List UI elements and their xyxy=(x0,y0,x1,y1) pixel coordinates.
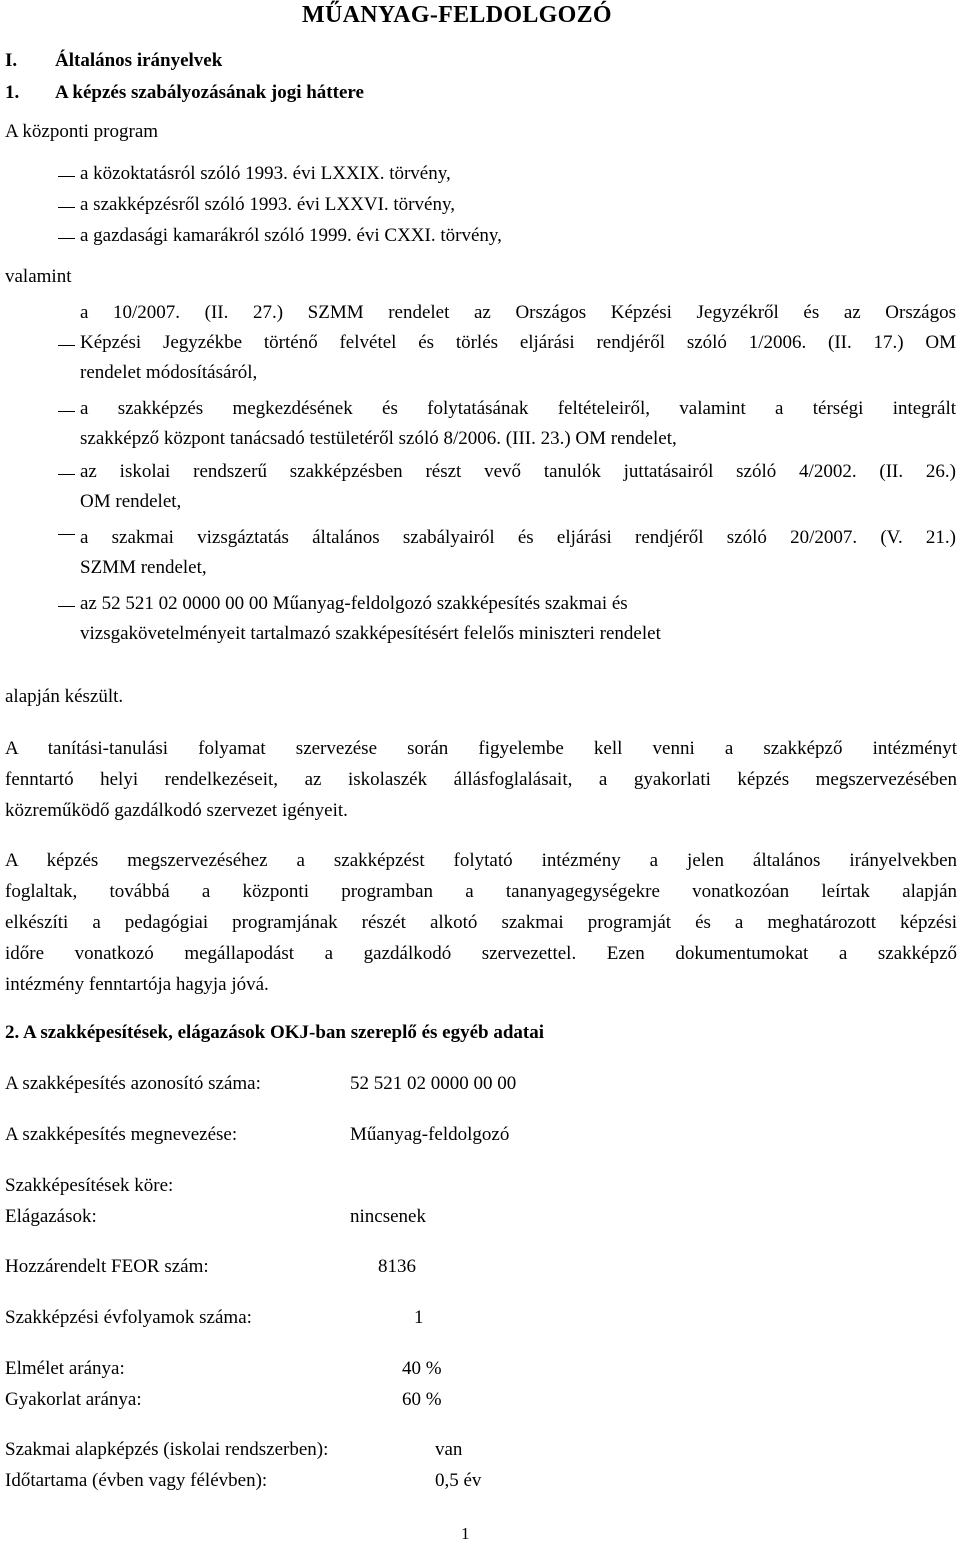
duration-label: Időtartama (évben vagy félévben): xyxy=(5,1470,268,1491)
practice-label: Gyakorlat aránya: xyxy=(5,1389,142,1410)
regulation-line: SZMM rendelet, xyxy=(80,557,207,578)
regulation-line: az 52 521 02 0000 00 00 Műanyag-feldolgozó szakképesítés szakmai és xyxy=(80,593,628,614)
paragraph xyxy=(5,733,957,826)
duration-value: 0,5 év xyxy=(435,1470,482,1491)
intro-text: A központi program xyxy=(5,121,159,142)
dash-bullet xyxy=(58,606,75,607)
page-title: MŰANYAG-FELDOLGOZÓ xyxy=(302,2,612,28)
practice-value: 60 % xyxy=(402,1389,442,1410)
regulation-line: a szakmai vizsgáztatás általános szabályairól és eljárási rendjéről szóló 20/2007. (V. 21.) xyxy=(80,527,956,548)
dash-bullet xyxy=(58,474,75,475)
law-item: a gazdasági kamarákról szóló 1999. évi CXXI. törvény, xyxy=(80,225,502,246)
dash-bullet xyxy=(58,207,75,208)
dash-bullet xyxy=(58,534,75,535)
basic-training-label: Szakmai alapképzés (iskolai rendszerben): xyxy=(5,1439,329,1460)
basic-training-value: van xyxy=(435,1439,463,1460)
paragraph xyxy=(5,845,957,1000)
name-label: A szakképesítés megnevezése: xyxy=(5,1124,238,1145)
law-item: a közoktatásról szóló 1993. évi LXXIX. törvény, xyxy=(80,163,451,184)
subsection-number: 1. xyxy=(5,82,20,103)
law-item: a szakképzésről szóló 1993. évi LXXVI. törvény, xyxy=(80,194,455,215)
dash-bullet xyxy=(58,345,75,346)
branches-value: nincsenek xyxy=(350,1206,426,1227)
paragraph-line: fenntartó helyi rendelkezéseit, az iskolaszék állásfoglalásait, a gyakorlati képzés megszervezésében xyxy=(5,769,957,790)
years-label: Szakképzési évfolyamok száma: xyxy=(5,1307,252,1328)
regulation-line: rendelet módosításáról, xyxy=(80,362,258,383)
name-value: Műanyag-feldolgozó xyxy=(350,1124,510,1145)
regulation-line: vizsgakövetelményeit tartalmazó szakképesítésért felelős miniszteri rendelet xyxy=(80,623,661,644)
valamint-text: valamint xyxy=(5,266,72,287)
scope-label: Szakképesítések köre: xyxy=(5,1175,174,1196)
dash-bullet xyxy=(58,238,75,239)
paragraph-line: időre vonatkozó megállapodást a gazdálkodó szervezettel. Ezen dokumentumokat a szakképző xyxy=(5,943,957,964)
paragraph-line: foglaltak, továbbá a központi programban a tananyagegységekre vonatkozóan leírtak alapján xyxy=(5,881,957,902)
section-heading: Általános irányelvek xyxy=(55,50,223,71)
years-value: 1 xyxy=(414,1307,424,1328)
paragraph-line: intézmény fenntartója hagyja jóvá. xyxy=(5,974,269,995)
section2-heading: 2. A szakképesítések, elágazások OKJ-ban szereplő és egyéb adatai xyxy=(5,1022,545,1043)
regulation-line: a 10/2007. (II. 27.) SZMM rendelet az Országos Képzési Jegyzékről és az Országos xyxy=(80,302,956,323)
branches-label: Elágazások: xyxy=(5,1206,97,1227)
paragraph-line: elkészíti a pedagógiai programjának részét alkotó szakmai programját és a meghatározott képzési xyxy=(5,912,957,933)
dash-bullet xyxy=(58,411,75,412)
paragraph-line: közreműködő gazdálkodó szervezet igényeit. xyxy=(5,800,348,821)
based-on-text: alapján készült. xyxy=(5,686,124,707)
paragraph-line: A képzés megszervezéséhez a szakképzést folytató intézmény a jelen általános irányelvekben xyxy=(5,850,957,871)
paragraph-line: A tanítási-tanulási folyamat szervezése során figyelembe kell venni a szakképző intézményt xyxy=(5,738,957,759)
regulation-line: az iskolai rendszerű szakképzésben részt vevő tanulók juttatásairól szóló 4/2002. (II. 26.) xyxy=(80,461,956,482)
section-number: I. xyxy=(5,50,18,71)
subsection-heading: A képzés szabályozásának jogi háttere xyxy=(55,82,364,103)
page-number: 1 xyxy=(461,1524,470,1543)
id-value: 52 521 02 0000 00 00 xyxy=(350,1073,517,1094)
regulation-line: a szakképzés megkezdésének és folytatásának feltételeiről, valamint a térségi integrált xyxy=(80,398,956,419)
id-label: A szakképesítés azonosító száma: xyxy=(5,1073,261,1094)
regulation-line: Képzési Jegyzékbe történő felvétel és törlés eljárási rendjéről szóló 1/2006. (II. 17.) OM xyxy=(80,332,956,353)
dash-bullet xyxy=(58,176,75,177)
feor-value: 8136 xyxy=(378,1256,416,1277)
regulation-line: OM rendelet, xyxy=(80,491,182,512)
theory-label: Elmélet aránya: xyxy=(5,1358,125,1379)
regulation-line: szakképző központ tanácsadó testületéről szóló 8/2006. (III. 23.) OM rendelet, xyxy=(80,428,677,449)
feor-label: Hozzárendelt FEOR szám: xyxy=(5,1256,209,1277)
theory-value: 40 % xyxy=(402,1358,442,1379)
